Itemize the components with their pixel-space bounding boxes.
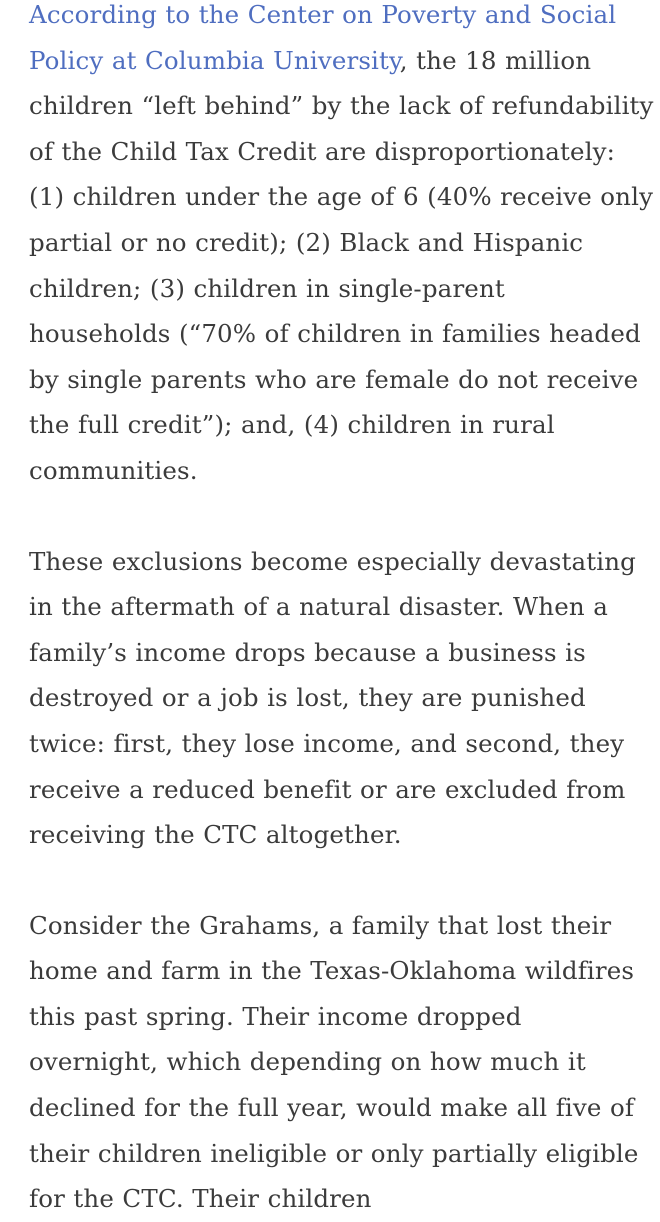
columbia-poverty-center-link[interactable]: According to the Center on Poverty and Social Policy at Columbia University — [29, 0, 617, 75]
paragraph-1 — [29, 0, 654, 494]
article-body — [29, 0, 654, 1222]
paragraph-2: These exclusions become especially devastating in the aftermath of a natural disaster. When a family’s income drops because a business is destroyed or a job is lost, they are punished twice: first, they lose income, and second, they receive a reduced benefit or are excluded from receiving the CTC altogether. — [29, 546, 637, 850]
paragraph-1-text: , the 18 million children “left behind” by the lack of refundability of the Child Tax Credit are disproportionately: (1) children under the age of 6 (40% receive only partial or no credit); (2) Black and Hispanic children; (3) children in single-parent households (“70% of children in families headed by single parents who are female do not receive the full credit”); and, (4) children in rural communities. — [29, 45, 654, 485]
paragraph-3: Consider the Grahams, a family that lost their home and farm in the Texas-Oklahoma wildfires this past spring. Their income dropped overnight, which depending on how much it declined for the full year, would make all five of their children ineligible or only partially eligible for the CTC. Their children — [29, 910, 639, 1214]
